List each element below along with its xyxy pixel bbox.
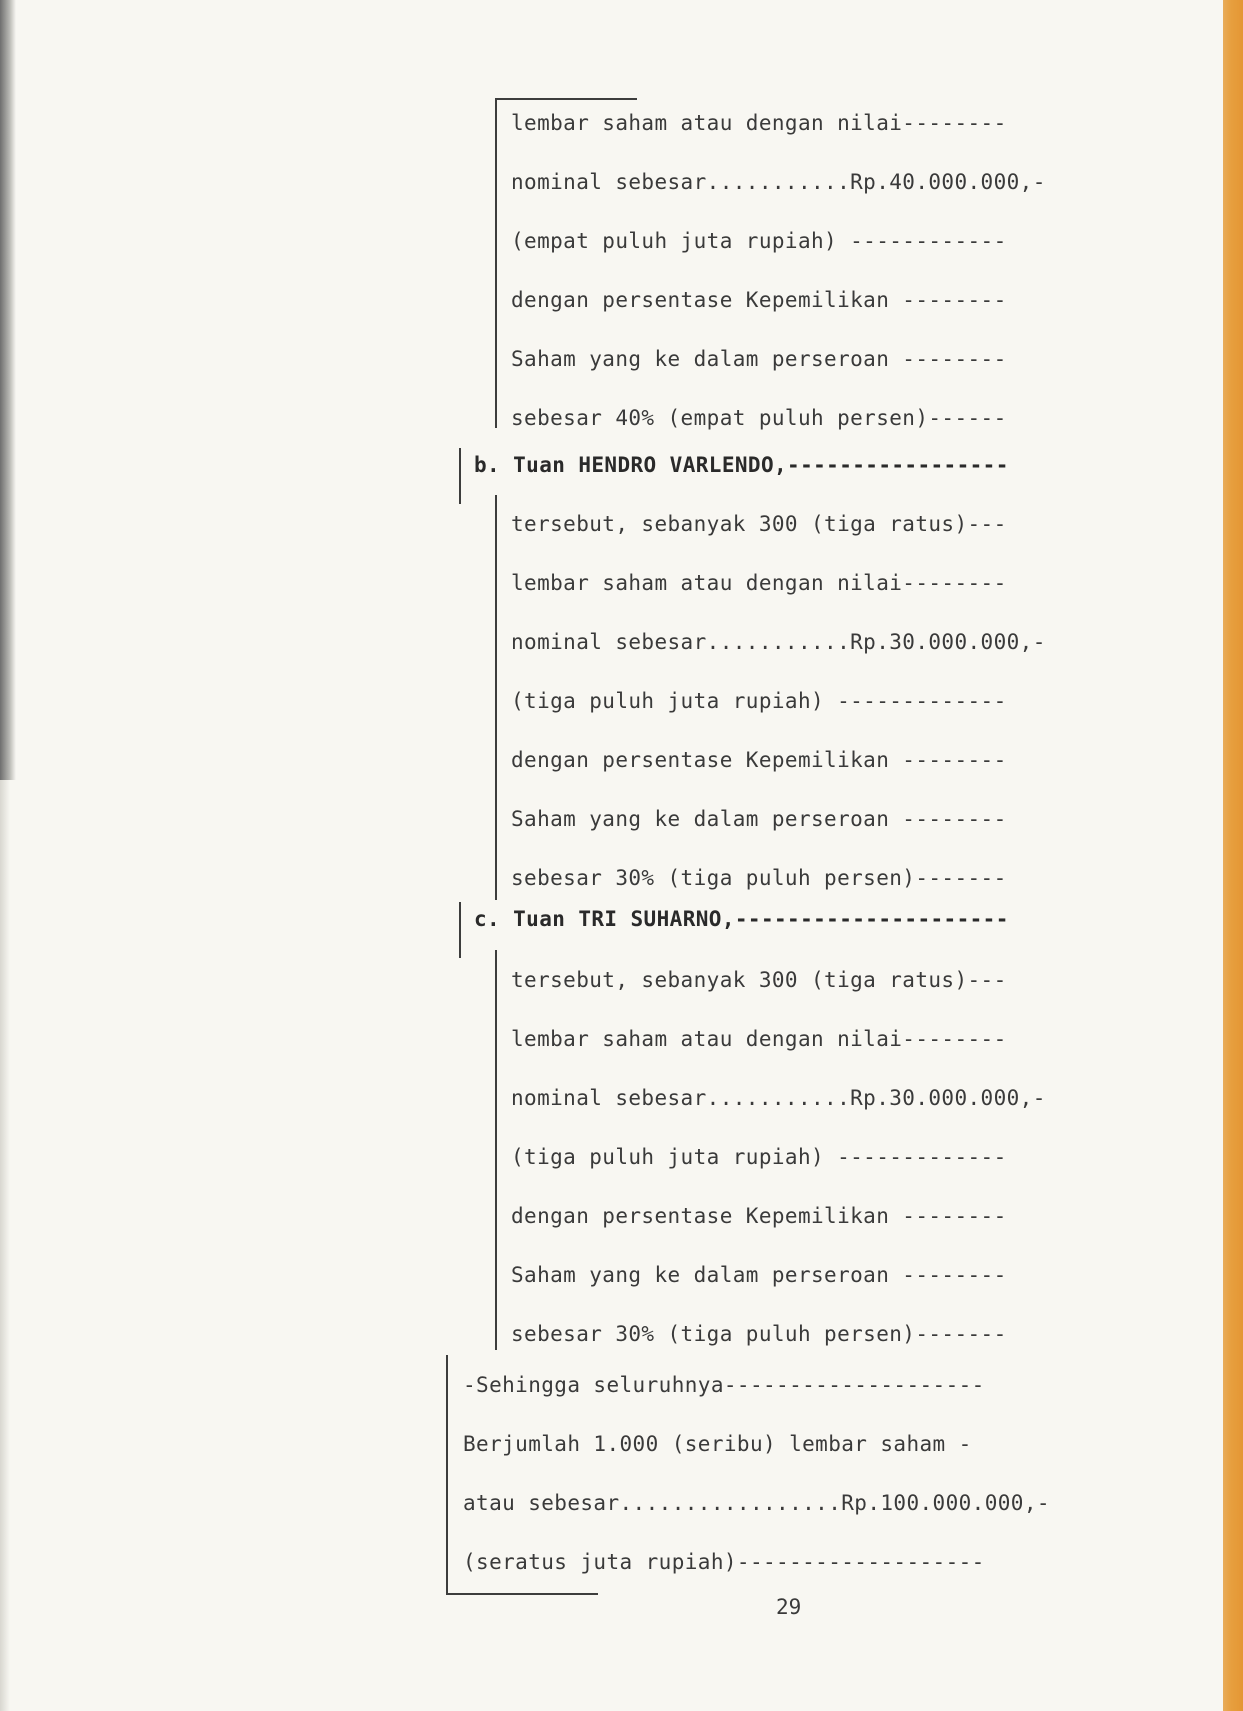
text-line: lembar saham atau dengan nilai-------- bbox=[511, 571, 1007, 595]
text-line: dengan persentase Kepemilikan -------- bbox=[511, 1204, 1007, 1228]
scan-left-shadow bbox=[0, 0, 16, 780]
text-line: dengan persentase Kepemilikan -------- bbox=[511, 748, 1007, 772]
text-line: (seratus juta rupiah)------------------- bbox=[463, 1550, 985, 1574]
shareholder-heading: c. Tuan TRI SUHARNO,--------------------- bbox=[474, 907, 1009, 931]
scan-left-edge bbox=[0, 780, 10, 1711]
text-line: lembar saham atau dengan nilai-------- bbox=[511, 1027, 1007, 1051]
text-line: lembar saham atau dengan nilai-------- bbox=[511, 111, 1007, 135]
text-line: Saham yang ke dalam perseroan -------- bbox=[511, 1263, 1007, 1287]
text-line: (tiga puluh juta rupiah) ------------- bbox=[511, 689, 1007, 713]
text-line: nominal sebesar...........Rp.30.000.000,- bbox=[511, 1086, 1046, 1110]
bracket-a bbox=[495, 98, 497, 428]
text-line: atau sebesar.................Rp.100.000.000,- bbox=[463, 1491, 1050, 1515]
page-number: 29 bbox=[776, 1595, 802, 1619]
text-line: -Sehingga seluruhnya-------------------- bbox=[463, 1373, 985, 1397]
text-line: sebesar 30% (tiga puluh persen)------- bbox=[511, 866, 1007, 890]
text-line: (empat puluh juta rupiah) ------------ bbox=[511, 229, 1007, 253]
bracket-b bbox=[495, 495, 497, 900]
bracket-top-line bbox=[495, 98, 637, 100]
bracket-total bbox=[446, 1355, 448, 1595]
text-line: nominal sebesar...........Rp.40.000.000,- bbox=[511, 170, 1046, 194]
text-line: tersebut, sebanyak 300 (tiga ratus)--- bbox=[511, 968, 1007, 992]
text-line: (tiga puluh juta rupiah) ------------- bbox=[511, 1145, 1007, 1169]
text-line: Saham yang ke dalam perseroan -------- bbox=[511, 347, 1007, 371]
text-line: sebesar 30% (tiga puluh persen)------- bbox=[511, 1322, 1007, 1346]
text-line: Saham yang ke dalam perseroan -------- bbox=[511, 807, 1007, 831]
book-cover-edge bbox=[1223, 0, 1243, 1711]
bracket-c-heading bbox=[459, 902, 461, 958]
text-line: nominal sebesar...........Rp.30.000.000,- bbox=[511, 630, 1046, 654]
shareholder-heading: b. Tuan HENDRO VARLENDO,----------------- bbox=[474, 453, 1009, 477]
text-line: dengan persentase Kepemilikan -------- bbox=[511, 288, 1007, 312]
bracket-b-heading bbox=[459, 448, 461, 504]
text-line: tersebut, sebanyak 300 (tiga ratus)--- bbox=[511, 512, 1007, 536]
bracket-bottom-line bbox=[446, 1593, 598, 1595]
text-line: Berjumlah 1.000 (seribu) lembar saham - bbox=[463, 1432, 972, 1456]
bracket-c bbox=[495, 950, 497, 1350]
text-line: sebesar 40% (empat puluh persen)------ bbox=[511, 406, 1007, 430]
